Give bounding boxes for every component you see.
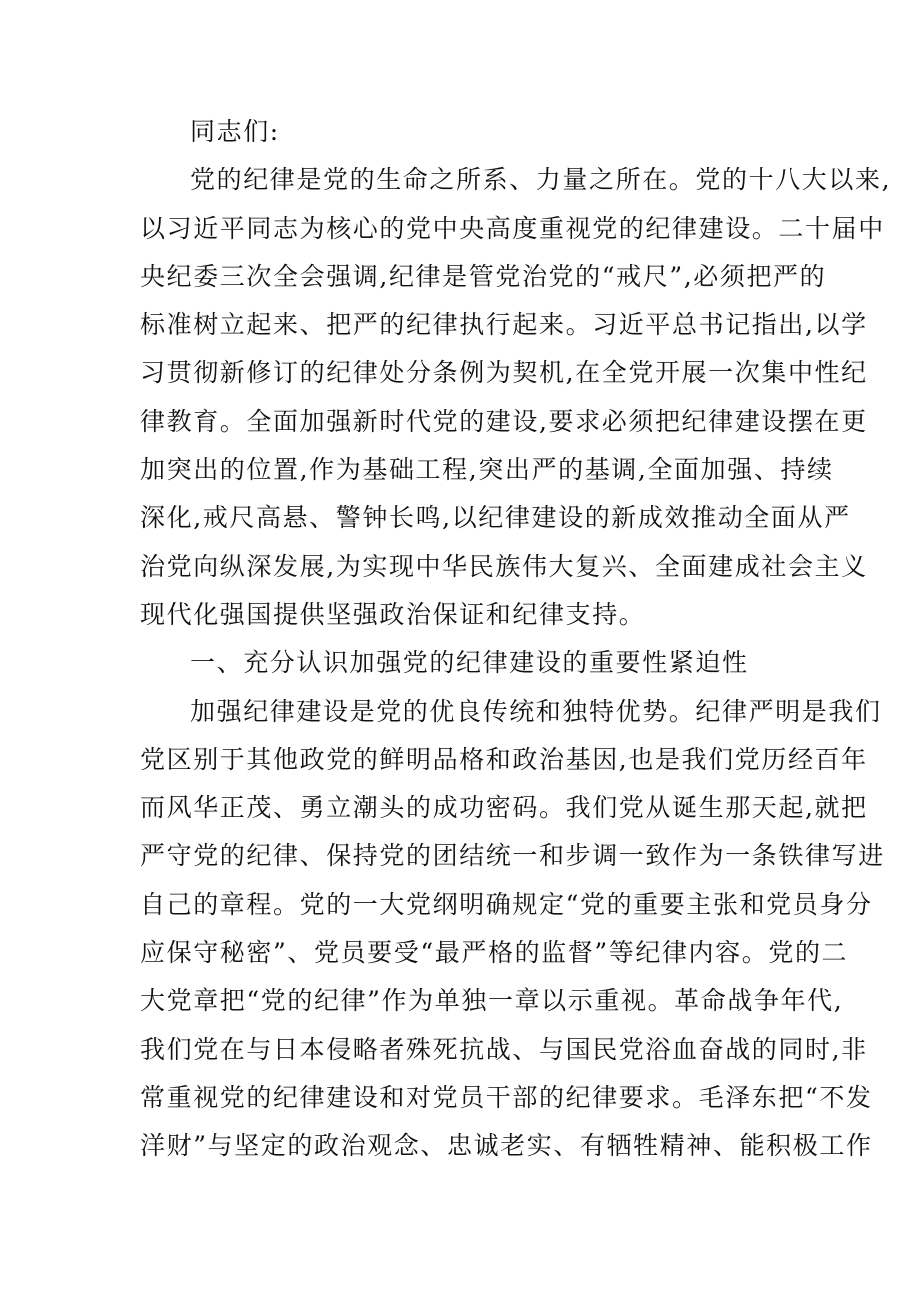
paragraph-line: 我们党在与日本侵略者殊死抗战、与国民党浴血奋战的同时,非	[140, 1034, 868, 1064]
paragraph-line: 律教育。全面加强新时代党的建设,要求必须把纪律建设摆在更	[140, 406, 868, 436]
document-page	[140, 108, 892, 1171]
paragraph-line: 党区别于其他政党的鲜明品格和政治基因,也是我们党历经百年	[140, 744, 868, 774]
paragraph-line: 深化,戒尺高悬、警钟长鸣,以纪律建设的新成效推动全面从严	[140, 503, 851, 533]
paragraph-line: 治党向纵深发展,为实现中华民族伟大复兴、全面建成社会主义	[140, 551, 868, 581]
paragraph-line: 而风华正茂、勇立潮头的成功密码。我们党从诞生那天起,就把	[140, 793, 868, 823]
paragraph-line: 洋财”与坚定的政治观念、忠诚老实、有牺牲精神、能积极工作	[140, 1131, 873, 1161]
paragraph-1	[140, 156, 892, 639]
paragraph-line: 自己的章程。党的一大党纲明确规定“党的重要主张和党员身分	[140, 889, 873, 919]
paragraph-line: 标准树立起来、把严的纪律执行起来。习近平总书记指出,以学	[140, 310, 868, 340]
paragraph-line: 大党章把“党的纪律”作为单独一章以示重视。革命战争年代,	[140, 986, 844, 1016]
paragraph-line: 习贯彻新修订的纪律处分条例为契机,在全党开展一次集中性纪	[140, 358, 868, 388]
paragraph-2	[140, 688, 885, 1171]
salutation: 同志们:	[190, 117, 280, 146]
paragraph-line: 严守党的纪律、保持党的团结统一和步调一致作为一条铁律写进	[140, 841, 885, 871]
paragraph-line: 央纪委三次全会强调,纪律是管党治党的“戒尺”,必须把严的	[140, 261, 827, 291]
paragraph-line: 加突出的位置,作为基础工程,突出严的基调,全面加强、持续	[140, 455, 834, 485]
paragraph-line: 现代化强国提供坚强政治保证和纪律支持。	[140, 599, 646, 629]
paragraph-line: 常重视党的纪律建设和对党员干部的纪律要求。毛泽东把“不发	[140, 1082, 873, 1112]
section-heading: 一、充分认识加强党的纪律建设的重要性紧迫性	[190, 648, 749, 678]
paragraph-line: 加强纪律建设是党的优良传统和独特优势。纪律严明是我们	[190, 696, 882, 726]
paragraph-line: 应保守秘密”、党员要受“最严格的监督”等纪律内容。党的二	[140, 938, 849, 968]
paragraph-line: 党的纪律是党的生命之所系、力量之所在。党的十八大以来,	[190, 165, 892, 195]
paragraph-line: 以习近平同志为核心的党中央高度重视党的纪律建设。二十届中	[140, 213, 885, 243]
